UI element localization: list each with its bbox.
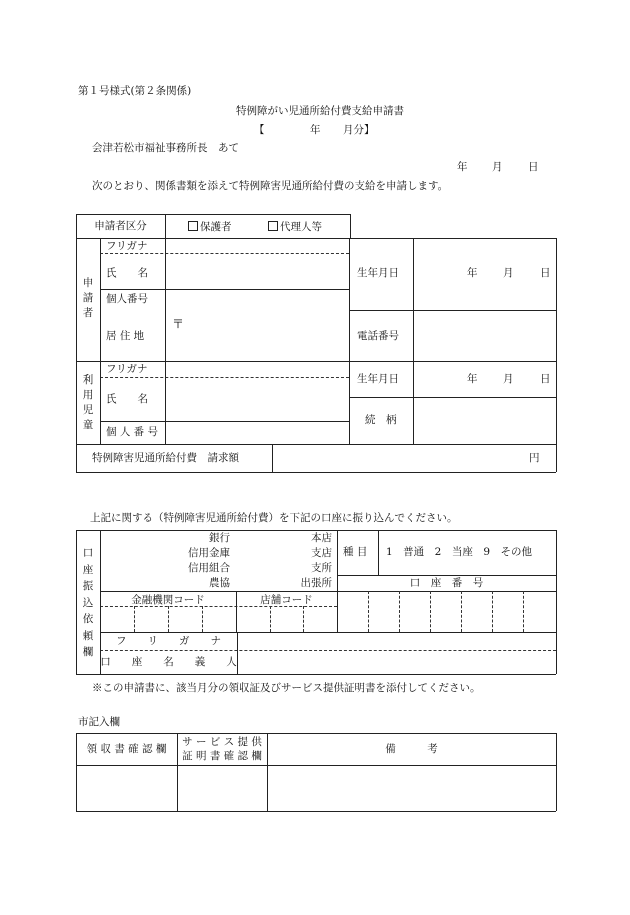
child-furigana-label: フリガナ: [106, 363, 148, 375]
account-type-options[interactable]: 1 普通 2 当座 9 その他: [386, 546, 533, 558]
birth-month: 月: [503, 267, 514, 279]
option-agent-label: 代理人等: [280, 221, 322, 233]
bank-type-credit-union: 信用組合: [188, 562, 230, 574]
intro-text: 次のとおり、関係書類を添えて特例障害児通所給付費の支給を申請します。: [92, 180, 449, 192]
child-name-label: 氏 名: [106, 393, 148, 405]
child-birth-month: 月: [503, 373, 514, 385]
birth-day: 日: [540, 267, 551, 279]
form-title: 特例障がい児通所給付費支給申請書: [236, 105, 404, 117]
address-label: 居 住 地: [106, 330, 145, 342]
child-birth-day: 日: [540, 373, 551, 385]
personal-number-label: 個人番号: [106, 293, 148, 305]
service-check-label-1: サ ー ビ ス 提 供: [182, 736, 262, 748]
postal-mark: 〒: [172, 317, 185, 331]
birth-year: 年: [467, 267, 478, 279]
period-year: 年: [310, 124, 321, 136]
birthdate-label: 生年月日: [357, 267, 399, 279]
holder-furigana-label: フ リ ガ ナ: [116, 635, 221, 647]
furigana-label: フリガナ: [106, 240, 148, 252]
checkbox-icon: [188, 221, 198, 231]
remarks-label: 備 考: [385, 743, 438, 755]
date-month: 月: [492, 161, 503, 173]
child-birth-year: 年: [467, 373, 478, 385]
date-day: 日: [528, 161, 539, 173]
attachment-notice: ※この申請書に、該当月分の領収証及びサービス提供証明書を添付してください。: [92, 682, 481, 694]
period-month: 月分】: [343, 124, 375, 136]
option-agent[interactable]: [268, 221, 322, 233]
period-open: 【: [254, 124, 265, 136]
yen-label: 円: [529, 452, 540, 464]
bank-section-label: 口座振込依頼欄: [82, 547, 94, 658]
account-number-label: 口 座 番 号: [409, 577, 484, 589]
bank-type-shinkin: 信用金庫: [188, 547, 230, 559]
account-type-label: 種 目: [343, 546, 368, 558]
bank-type-bank: 銀行: [209, 532, 230, 544]
child-birthdate-label: 生年月日: [357, 373, 399, 385]
relationship-label: 続 柄: [365, 414, 397, 426]
name-label: 氏 名: [106, 267, 148, 279]
child-personal-number-label: 個 人 番 号: [106, 426, 159, 438]
bank-type-agri: 農協: [209, 577, 230, 589]
branch-type-office: 支所: [311, 562, 332, 574]
institution-code-label: 金融機関コード: [131, 594, 205, 606]
option-guardian-label: 保護者: [200, 221, 232, 233]
applicant-section-label: 申請者: [82, 277, 94, 319]
branch-code-label: 店舗コード: [260, 594, 313, 606]
option-guardian[interactable]: [188, 221, 232, 233]
form-number: 第１号様式(第２条関係): [78, 85, 192, 97]
account-holder-label: 口 座 名 義 人: [100, 656, 237, 668]
branch-type-head: 本店: [311, 532, 332, 544]
receipt-check-label: 領 収 書 確 認 欄: [86, 743, 167, 755]
branch-type-sub: 出張所: [300, 577, 332, 589]
phone-label: 電話番号: [357, 330, 399, 342]
checkbox-icon: [268, 221, 278, 231]
bank-intro: 上記に関する（特例障害児通所給付費）を下記の口座に振り込んでください。: [90, 512, 458, 524]
child-section-label: 利用児童: [82, 374, 94, 431]
category-label: 申請者区分: [94, 220, 147, 232]
claim-label: 特例障害児通所給付費 請求額: [92, 452, 239, 464]
addressee: 会津若松市福祉事務所長 あて: [92, 142, 239, 154]
branch-type-branch: 支店: [311, 547, 332, 559]
date-year: 年: [457, 161, 468, 173]
city-use-label: 市記入欄: [78, 716, 120, 728]
service-check-label-2: 証 明 書 確 認 欄: [182, 750, 262, 762]
